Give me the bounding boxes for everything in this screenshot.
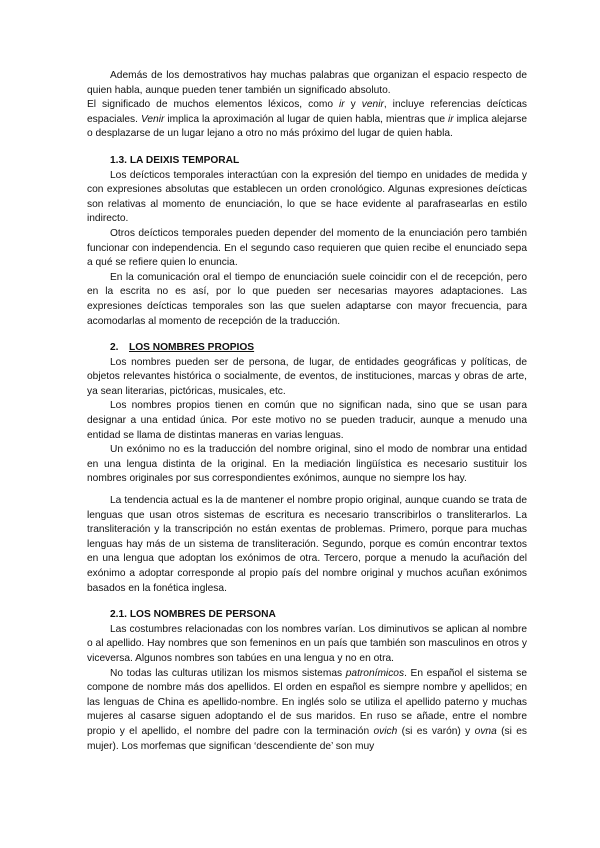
section-heading-2-1: 2.1. LOS NOMBRES DE PERSONA [110,609,276,621]
italic-term: ovich [373,725,398,737]
deixis-temporal-paragraph-3: En la comunicación oral el tiempo de enunciación suele coincidir con el de recepción, pero en la escrita no es así, por lo que pueden ser necesarias mayores adaptaciones. Las expresiones deícticas temporales son las que suelen adaptarse con mayor frecuencia, para acomodarlas al momento de recepción de la traducción. [87,271,527,327]
text-run: El significado de muchos elementos léxicos, como [87,99,340,111]
section-heading-1-3: 1.3. LA DEIXIS TEMPORAL [110,154,240,166]
section-heading-2 [87,341,527,356]
text-run: y [344,99,362,111]
deixis-temporal-paragraph-2: Otros deícticos temporales pueden depender del momento de la enunciación pero también funcionar con independencia. En el segundo caso requieren que quien recibe el enunciado sepa a qué se refiere quien lo enuncia. [87,227,527,269]
italic-term: Venir [140,113,165,125]
nombres-propios-paragraph-3: Un exónimo no es la traducción del nombre original, sino el modo de nombrar una entidad en una lengua distinta de la original. En la mediación lingüística es necesario sustituir los nombres originales por sus correspondientes exónimos, aunque no siempre los hay. [87,444,527,485]
nombres-persona-paragraph-2 [87,667,527,755]
nombres-propios-paragraph-2: Los nombres propios tienen en común que no significan nada, sino que se usan para designar a una entidad única. Por este motivo no se pueden traducir, aunque a menudo una entidad se llama de distintas maneras en varias lenguas. [87,400,527,441]
text-run: . En español el sistema se compone de nombre más dos apellidos. El orden en español es siempre nombre y apellidos; en las lenguas de China es apellido-nombre. En inglés solo se utiliza el apellido paterno y muchas mujeres al casarse siguen adoptando el de sus maridos. En ruso se añade, entre el nombre propio y el apellido, el nombre del padre con la terminación [87,667,527,737]
text-run: (si es varón) y [397,725,475,737]
intro-paragraph-2 [87,98,527,142]
nombres-propios-paragraph-1: Los nombres pueden ser de persona, de lugar, de entidades geográficas y políticas, de objetos relevantes histórica o socialmente, de eventos, de instituciones, marcas y obras de arte, ya sean literarias, pictóricas, musicales, etc. [87,356,527,397]
text-run: implica alejarse o desplazarse de un lugar lejano a otro no más próximo del lugar de quien habla. [87,113,527,140]
section-title: LOS NOMBRES PROPIOS [129,342,255,354]
deixis-temporal-paragraph-1: Los deícticos temporales interactúan con la expresión del tiempo en unidades de medida y con expresiones absolutas que establecen un orden cronológico. Algunas expresiones deícticas son relativas al momento de enunciación, lo que se hace evidente al parafrasearlas en estilo indirecto. [87,169,527,225]
document-body [87,69,527,754]
italic-term: ir [339,99,345,111]
nombres-persona-paragraph-1: Las costumbres relacionadas con los nombres varían. Los diminutivos se aplican al nombre o al apellido. Hay nombres que son femeninos en un país que también son masculinos en otros y viceversa. Algunos nombres son tabúes en una lengua y no en otra. [87,623,527,664]
text-run: , incluye referencias deícticas espaciales. [87,99,527,125]
text-run: (si es mujer). Los morfemas que significan ‘descendiente de’ son muy [87,725,528,752]
text-run: No todas las culturas utilizan los mismos sistemas [110,667,346,679]
italic-term: ovna [474,725,497,737]
nombres-propios-paragraph-4: La tendencia actual es la de mantener el nombre propio original, aunque cuando se trata de lenguas que usan otros sistemas de escritura es necesario transcribirlos o transliterarlos. La transliteración y la transcripción no están exentas de problemas. Primero, porque para muchas lenguas hay más de un sistema de transliteración. Segundo, porque es común encontrar textos en una lengua que adoptan los exónimos de otra. Tercero, porque a menudo la acuñación del exónimo a adoptar corresponde al propio país del nombre original y muchos acuñan exónimos basados en la fonética inglesa. [87,495,527,594]
intro-paragraph-1: Además de los demostrativos hay muchas palabras que organizan el espacio respecto de quien habla, aunque pueden tener también un significado absoluto. [87,70,527,96]
italic-term: ir [448,113,454,125]
text-run: implica la aproximación al lugar de quien habla, mientras que [164,113,448,125]
section-number: 2. [110,342,119,354]
italic-term: patronímicos [345,667,405,679]
italic-term: venir [361,99,384,111]
